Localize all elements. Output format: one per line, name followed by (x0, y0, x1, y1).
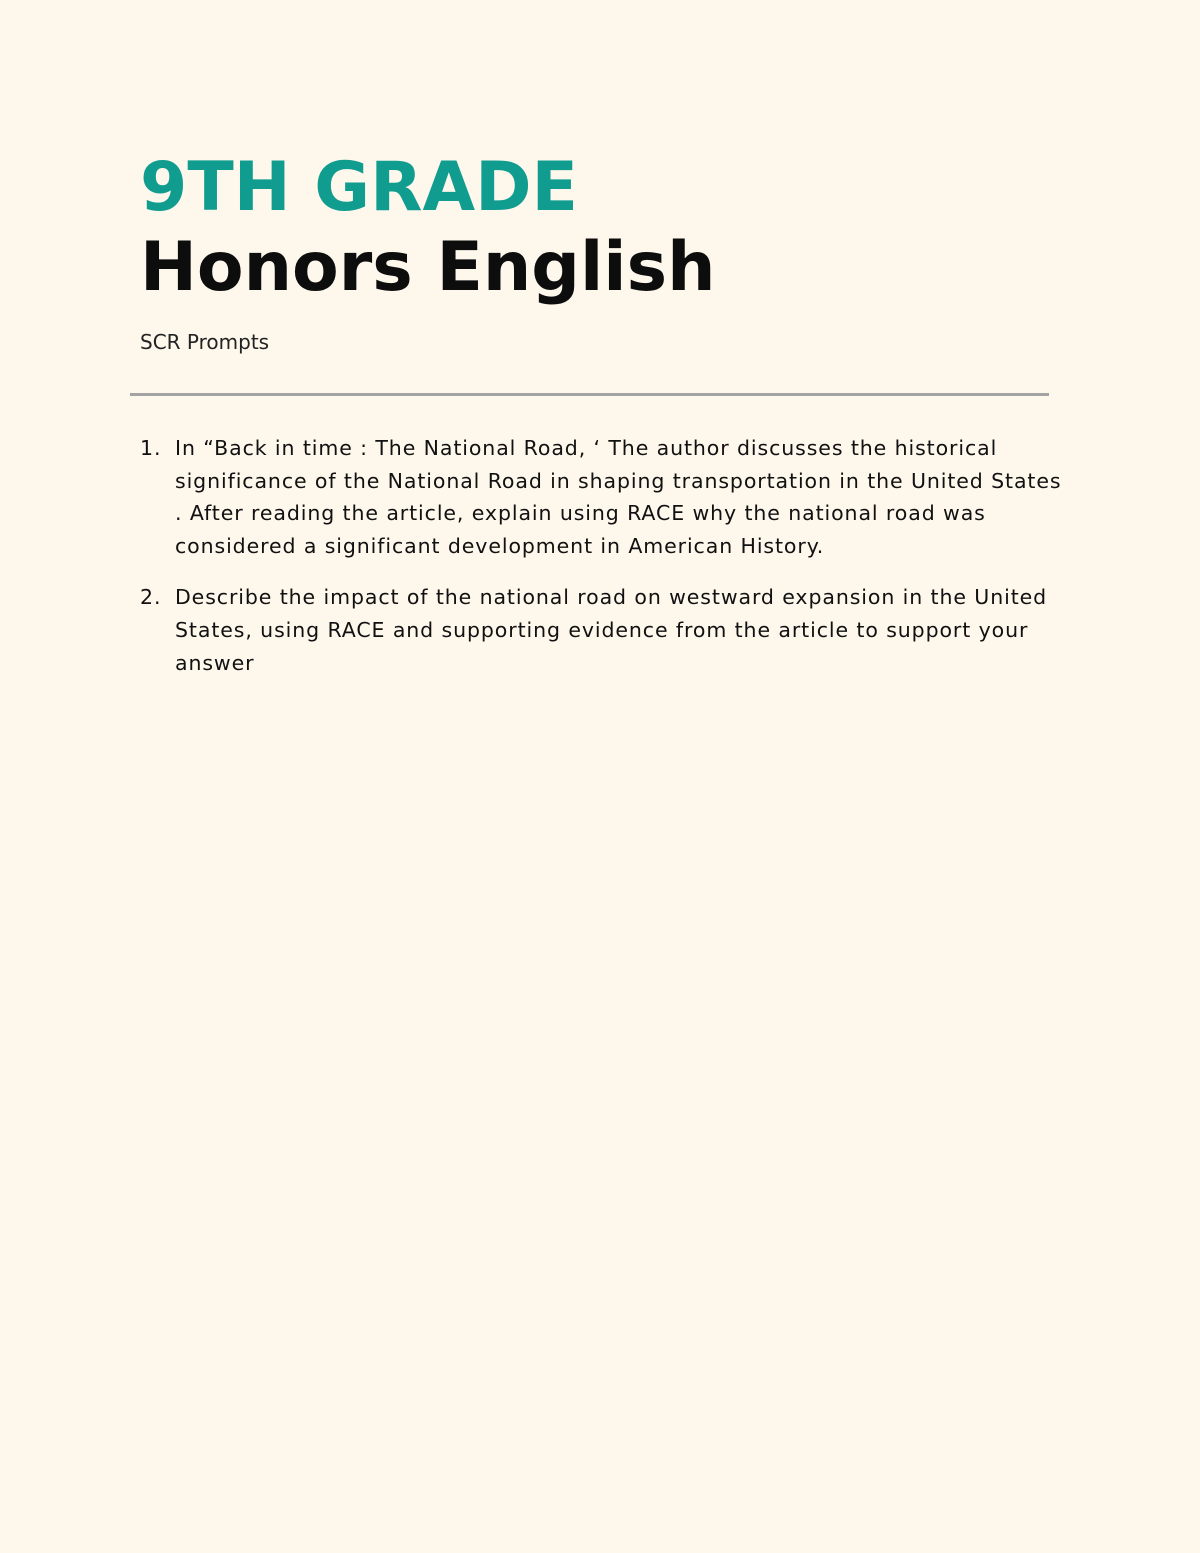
grade-heading: 9TH GRADE (140, 148, 578, 227)
section-divider (130, 393, 1049, 396)
subject-heading: Honors English (140, 228, 716, 307)
prompt-list (140, 432, 1065, 679)
prompt-text: In “Back in time : The National Road, ‘ The author discusses the historical significance of the National Road in shaping transportation in the United States . After reading the article, explain using RACE why the national road was considered a significant development in American History. (175, 436, 1062, 558)
prompt-text: Describe the impact of the national road on westward expansion in the United States, using RACE and supporting evidence from the article to support your answer (175, 585, 1048, 675)
prompt-item (140, 432, 1065, 562)
prompt-item (140, 581, 1065, 679)
document-subtitle: SCR Prompts (140, 330, 270, 354)
prompt-number: 2. (140, 585, 162, 610)
prompt-number: 1. (140, 436, 162, 460)
